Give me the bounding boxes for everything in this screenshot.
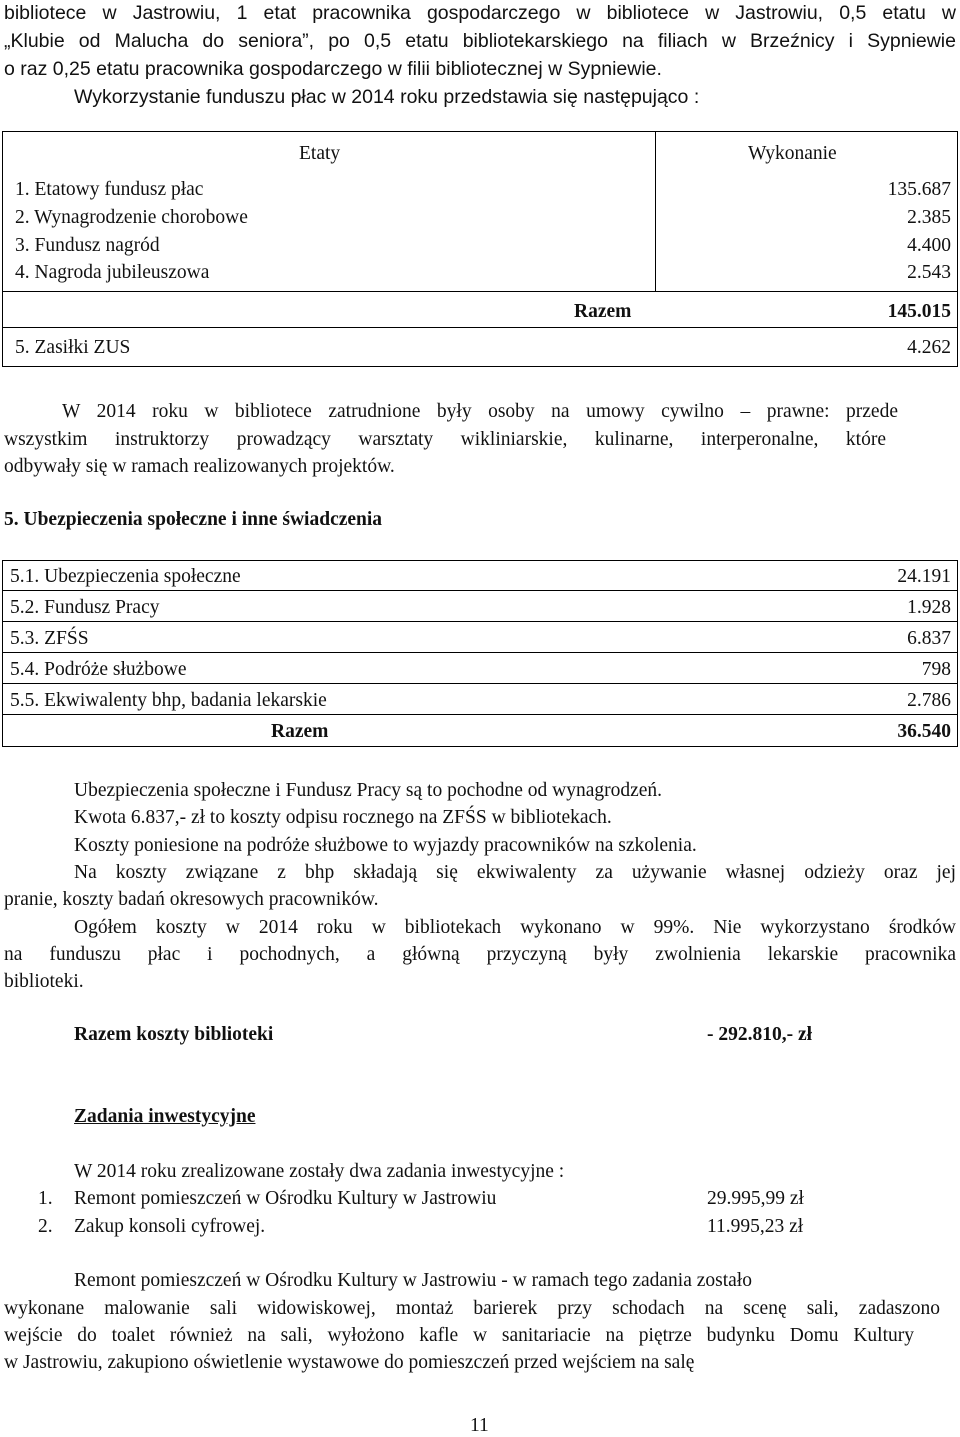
invest-intro: W 2014 roku zrealizowane zostały dwa zadania inwestycyjne : [74,1161,565,1182]
table-row-value: 2.786 [907,690,951,711]
invest-para-line: w Jastrowiu, zakupiono oświetlenie wystawowe do pomieszczeń przed wejściem na salę [4,1352,695,1373]
table-divider [3,590,957,591]
table-row-label: 3. Fundusz nagród [15,235,160,256]
list-item-number: 2. [38,1216,53,1237]
table-row-label: 5.2. Fundusz Pracy [10,597,160,618]
section-heading: Zadania inwestycyjne [74,1106,256,1127]
para1-line-1: W 2014 roku w bibliotece zatrudnione były osoby na umowy cywilno – prawne: przede [62,401,898,422]
table-divider [655,132,656,291]
intro-line-1: bibliotece w Jastrowiu, 1 etat pracownika gospodarczego w bibliotece w Jastrowiu, 0,5 etatu w [4,2,956,24]
intro-line-2: „Klubie od Malucha do seniora”, po 0,5 etatu bibliotekarskiego na filiach w Brzeźnicy i Sypniewie [4,30,956,52]
table-row-label: 5.1. Ubezpieczenia społeczne [10,566,241,587]
note-line: na funduszu płac i pochodnych, a główną przyczyną były zwolnienia lekarskie pracownika [4,944,956,965]
table-row-value: 798 [921,659,951,680]
table-divider [3,327,957,328]
razem-value: 36.540 [897,721,951,742]
table-row-value: 135.687 [887,179,951,200]
razem-label: Razem [574,301,632,322]
section-heading: 5. Ubezpieczenia społeczne i inne świadczenia [4,509,383,530]
salary-fund-table [2,131,958,367]
table-row-label: 5.5. Ekwiwalenty bhp, badania lekarskie [10,690,327,711]
table-row-label: 2. Wynagrodzenie chorobowe [15,207,248,228]
table-divider [3,621,957,622]
para1-line-2: wszystkim instruktorzy prowadzący warsztaty wikliniarskie, kulinarne, interperonalne, które [4,429,886,450]
intro-line-4: Wykorzystanie funduszu płac w 2014 roku przedstawia się następująco : [74,86,700,108]
table-row-label: 4. Nagroda jubileuszowa [15,262,210,283]
table-row-value: 1.928 [907,597,951,618]
note-line: biblioteki. [4,971,84,992]
table-row-value: 6.837 [907,628,951,649]
list-item-number: 1. [38,1188,53,1209]
table-divider [3,714,957,715]
list-item: Remont pomieszczeń w Ośrodku Kultury w Jastrowiu [74,1188,497,1209]
page-number: 11 [470,1415,489,1436]
note-line: Kwota 6.837,- zł to koszty odpisu rocznego na ZFŚS w bibliotekach. [74,807,612,828]
razem-value: 145.015 [887,301,951,322]
invest-para-line: wejście do toalet również na sali, wyłożono kafle w sanitariacie na piętrze budynku Domu Kultury [4,1325,914,1346]
list-item: Zakup konsoli cyfrowej. [74,1216,266,1237]
table-row-label: 1. Etatowy fundusz płac [15,179,204,200]
razem-label: Razem [271,721,329,742]
total-value: - 292.810,- zł [707,1024,813,1045]
list-item-value: 11.995,23 zł [707,1216,804,1237]
table-row-label: 5.3. ZFŚS [10,628,89,649]
note-line: Ubezpieczenia społeczne i Fundusz Pracy są to pochodne od wynagrodzeń. [74,780,663,801]
zus-label: 5. Zasiłki ZUS [15,337,131,358]
table-divider [3,291,957,292]
note-line: Ogółem koszty w 2014 roku w bibliotekach wykonano w 99%. Nie wykorzystano środków [74,917,956,938]
table-row-value: 24.191 [897,566,951,587]
zus-value: 4.262 [907,337,951,358]
para1-line-3: odbywały się w ramach realizowanych projektów. [4,456,395,477]
column-header-wykonanie: Wykonanie [748,143,837,164]
table-divider [3,683,957,684]
table-row-value: 2.385 [907,207,951,228]
intro-line-3: o raz 0,25 etatu pracownika gospodarczego w filii bibliotecznej w Sypniewie. [4,58,662,80]
invest-para-line: wykonane malowanie sali widowiskowej, montaż barierek przy schodach na scenę sali, zadaszono [4,1298,940,1319]
table-row-value: 2.543 [907,262,951,283]
note-line: Na koszty związane z bhp składają się ekwiwalenty za używanie własnej odzieży oraz jej [74,862,956,883]
total-label: Razem koszty biblioteki [74,1024,274,1045]
table-divider [3,652,957,653]
list-item-value: 29.995,99 zł [707,1188,804,1209]
column-header-etaty: Etaty [299,143,341,164]
note-line: pranie, koszty badań okresowych pracowników. [4,889,379,910]
invest-para-line: Remont pomieszczeń w Ośrodku Kultury w Jastrowiu - w ramach tego zadania zostało [74,1270,752,1291]
table-row-value: 4.400 [907,235,951,256]
insurance-table [2,560,958,747]
note-line: Koszty poniesione na podróże służbowe to wyjazdy pracowników na szkolenia. [74,835,697,856]
table-row-label: 5.4. Podróże służbowe [10,659,187,680]
